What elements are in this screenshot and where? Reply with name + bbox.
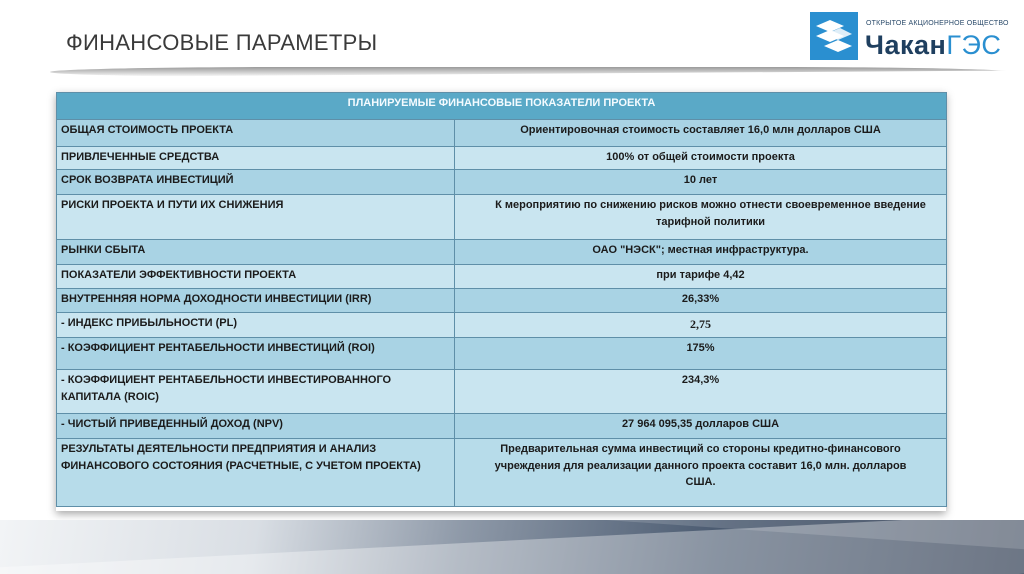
logo-name <box>865 30 1001 61</box>
logo-icon <box>810 12 858 60</box>
footer-decoration <box>0 520 1024 574</box>
row-value: 2,75 <box>455 313 947 338</box>
row-label: РЫНКИ СБЫТА <box>57 240 455 265</box>
row-value: 26,33% <box>455 289 947 313</box>
table-row <box>57 338 947 370</box>
table-row <box>57 240 947 265</box>
row-label: РИСКИ ПРОЕКТА И ПУТИ ИХ СНИЖЕНИЯ <box>57 195 455 240</box>
row-label: ПРИВЛЕЧЕННЫЕ СРЕДСТВА <box>57 147 455 170</box>
row-value: 10 лет <box>455 170 947 195</box>
table-row <box>57 439 947 507</box>
row-value: К мероприятию по снижению рисков можно отнести своевременное введение тарифной политики <box>455 195 947 240</box>
logo-name-bold: Чакан <box>865 30 947 60</box>
row-value: 234,3% <box>455 370 947 414</box>
row-label: РЕЗУЛЬТАТЫ ДЕЯТЕЛЬНОСТИ ПРЕДПРИЯТИЯ И АНАЛИЗ ФИНАНСОВОГО СОСТОЯНИЯ (РАСЧЕТНЫЕ, С УЧЕТОМ ПРОЕКТА) <box>57 439 455 507</box>
table-row <box>57 414 947 439</box>
logo-name-light: ГЭС <box>946 30 1002 60</box>
table-header: ПЛАНИРУЕМЫЕ ФИНАНСОВЫЕ ПОКАЗАТЕЛИ ПРОЕКТА <box>57 93 947 120</box>
table-row <box>57 370 947 414</box>
row-value: при тарифе 4,42 <box>455 265 947 289</box>
table-row <box>57 195 947 240</box>
logo-subtitle: ОТКРЫТОЕ АКЦИОНЕРНОЕ ОБЩЕСТВО <box>866 20 1009 27</box>
row-label: СРОК ВОЗВРАТА ИНВЕСТИЦИЙ <box>57 170 455 195</box>
row-value: 27 964 095,35 долларов США <box>455 414 947 439</box>
table-row <box>57 120 947 147</box>
financial-table <box>56 92 947 507</box>
row-value: Ориентировочная стоимость составляет 16,0 млн долларов США <box>455 120 947 147</box>
table-row <box>57 313 947 338</box>
row-value: ОАО "НЭСК"; местная инфраструктура. <box>455 240 947 265</box>
row-label: - КОЭФФИЦИЕНТ РЕНТАБЕЛЬНОСТИ ИНВЕСТИЦИЙ (ROI) <box>57 338 455 370</box>
row-label: ОБЩАЯ СТОИМОСТЬ ПРОЕКТА <box>57 120 455 147</box>
slide-title: ФИНАНСОВЫЕ ПАРАМЕТРЫ <box>66 30 378 55</box>
row-label: ВНУТРЕННЯЯ НОРМА ДОХОДНОСТИ ИНВЕСТИЦИИ (IRR) <box>57 289 455 313</box>
table-row <box>57 265 947 289</box>
row-value: 175% <box>455 338 947 370</box>
table-row <box>57 289 947 313</box>
table-row <box>57 147 947 170</box>
row-value: 100% от общей стоимости проекта <box>455 147 947 170</box>
title-divider <box>50 67 1012 77</box>
row-label: - КОЭФФИЦИЕНТ РЕНТАБЕЛЬНОСТИ ИНВЕСТИРОВАННОГО КАПИТАЛА (ROIC) <box>57 370 455 414</box>
company-logo <box>810 12 1010 66</box>
row-value: Предварительная сумма инвестиций со стороны кредитно-финансового учреждения для реализации данного проекта составит 16,0 млн. долларов США. <box>455 439 947 507</box>
row-label: - ЧИСТЫЙ ПРИВЕДЕННЫЙ ДОХОД (NPV) <box>57 414 455 439</box>
row-label: ПОКАЗАТЕЛИ ЭФФЕКТИВНОСТИ ПРОЕКТА <box>57 265 455 289</box>
table-row <box>57 170 947 195</box>
row-label: - ИНДЕКС ПРИБЫЛЬНОСТИ (PL) <box>57 313 455 338</box>
